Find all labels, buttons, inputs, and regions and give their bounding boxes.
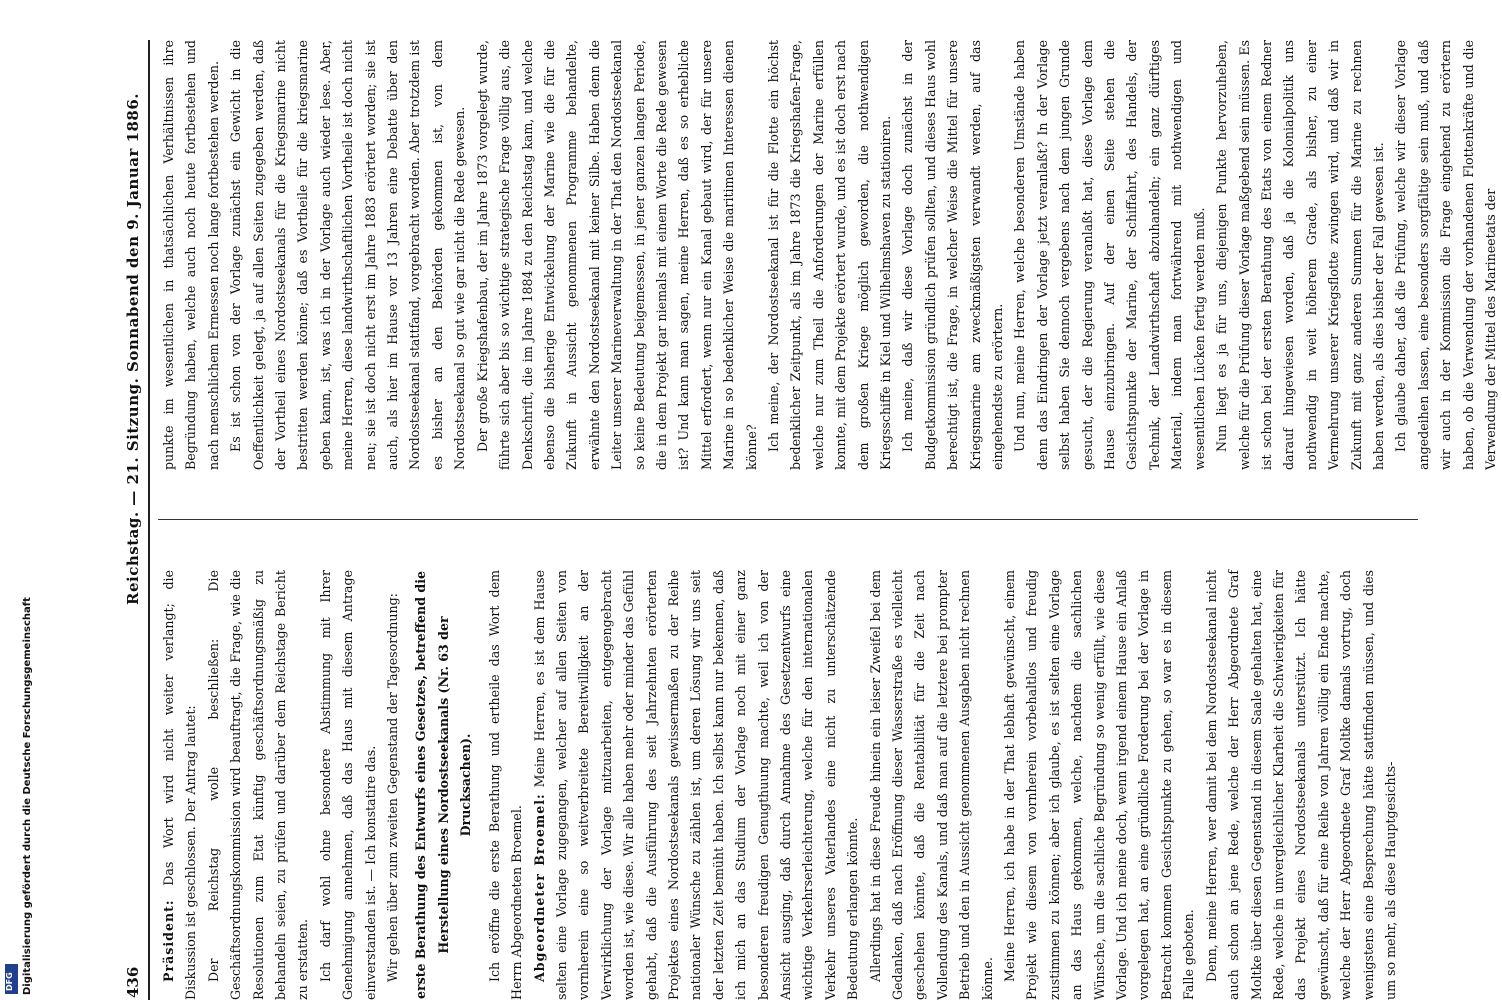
paragraph [1390, 40, 1502, 470]
paragraph-text: Der Reichstag wolle beschließen: Die Geschäftsordnungskommission wird beauftragt, die Frage, wie die Resolutionen zum Etat künftig geschäftsordnungsmäßig zu behandeln seien, zu prüfen und darüber dem Reichstage Bericht zu erstatten. [205, 570, 311, 1000]
speaker-name: Präsident: [161, 899, 176, 982]
paragraph-text: Und nun, meine Herren, welche besonderen Umstände haben denn das Eindringen der Vorlage jetzt veranlaßt? In der Vorlage selbst haben Sie dennoch vergebens nach dem jungen Grunde gesucht, der die Regierung veranlaßt hat, diese Vorlage dem Hause einzubringen. Auf der einen Seite stehen die Gesichtspunkte der Marine, der Schiffahrt, des Handels, der Technik, der Landwirthschaft abzuhandeln; ein ganz dürftiges Material, indem man fortwährend mit nothwendigen und wesentlichen Lücken fertig werden muß. [1012, 40, 1207, 470]
paragraph-text: Ich meine, der Nordostseekanal ist für die Flotte ein höchst bedenklicher Zeitpunkt, als im Jahre 1873 die Kriegshafen-Frage, welche nur zum Theil die Anforderungen der Marine erfüllen konnte, mit dem Projekte erörtert wurde, und es ist doch erst nach dem großen Kriege möglich geworden, die nothwendigen Kriegsschiffe in Kiel und Wilhelmshaven zu stationiren. [765, 40, 893, 470]
paragraph-text: Ich eröffne die erste Berathung und ertheile das Wort dem Herrn Abgeordneten Broemel. [486, 570, 525, 1000]
paragraph [484, 570, 529, 1000]
rotated-page-content [118, 40, 1498, 1000]
paragraph-text: Es ist schon von der Vorlage zunächst ein Gewicht in die Oeffentlichkeit gelegt, ja auf allen Seiten zugegeben werden, daß der Vortheil eines Nordostseekanals für die Kriegsmarine nicht bestritten werden könne; daß es Vortheile für die kriegsmarine geben kann, ist, was ich in der Vorlage auch wieder lese. Aber, meine Herren, diese landwirthschaftlichen Vortheile ist doch nicht neu; sie ist doch nicht erst im Jahre 1883 erörtert worden; sie ist auch, als hier im Hause vor 13 Jahren eine Debatte über den Nordostseekanal stattfand, vorgebracht worden. Aber trotzdem ist es bisher an den Behörden gekommen ist, von dem Nordostseekanal so gut wie gar nicht die Rede gewesen. [228, 40, 468, 470]
paragraph [897, 40, 1009, 470]
paragraph-text: Denn, meine Herren, wer damit bei dem Nordostseekanal nicht auch schon an jene Rede, welche der Herr Abgeordnete Graf Moltke über diesen Gegenstand in diesem Saale gehalten hat, eine Rede, welche in unvergleichlicher Klarheit die Schwierigkeiten für das Projekt eines Nordostseekanals unterstützt. Ich hätte gewünscht, daß für eine Reihe von Jahren völlig ein Ende machte, welche der Herr Abgeordnete Graf Moltke damals vortrug, doch wenigstens eine Besprechung hätte stattfinden müssen, und dies um so mehr, als diese Hauptgesichts- [1203, 570, 1398, 1000]
agenda-heading-text: erste Berathung des Entwurfs eines Gesetzes, betreffend die Herstellung eines Nordostseekanals (Nr. 63 der Drucksachen). [413, 571, 474, 1000]
running-title: Reichstag. — 21. Sitzung. Sonnabend den 9. Januar 1886. [124, 92, 142, 605]
right-text-column [158, 40, 1498, 470]
paragraph [225, 40, 471, 470]
paragraph [865, 570, 999, 1000]
paragraph [203, 570, 315, 1000]
page-number: 436 [124, 966, 142, 998]
paragraph [1201, 570, 1403, 1000]
paragraph [1009, 40, 1211, 470]
paragraph [999, 570, 1201, 1000]
paragraph-text: Das Wort wird nicht weiter verlangt; die Diskussion ist geschlossen. Der Antrag lautet: [161, 569, 199, 1000]
speech-paragraph [529, 570, 865, 1000]
paragraph [763, 40, 897, 470]
paragraph [1211, 40, 1390, 470]
dfg-logo: DFG [5, 964, 18, 994]
paragraph-text: punkte im wesentlichen in thatsächlichen Verhältnissen ihre Begründung haben, welche auch noch heute fortbestehen und nach menschlichem Ermessen noch lange fortbestehen werden. [161, 40, 221, 470]
paragraph [315, 570, 382, 1000]
paragraph [158, 40, 225, 470]
speech-paragraph [158, 570, 203, 1000]
paragraph-text: Nun liegt es ja für uns, diejenigen Punkte hervorzuheben, welche für die Prüfung dieser Vorlage maßgebend sein müssen. Es ist schon bei der ersten Berathung des Etats von einem Redner darauf hingewiesen worden, daß ja die Kolonialpolitik uns nothwendig in weit höherem Grade, als bisher, zu einer Vermehrung unserer Kriegsflotte zwingen wird, und daß wir in Zukunft mit ganz anderen Summen für die Marine zu rechnen haben werden, als dies bisher der Fall gewesen ist. [1214, 40, 1386, 470]
paragraph-text: Ich darf wohl ohne besondere Abstimmung mit Ihrer Genehmigung annehmen, daß das Haus mit diesem Antrage einverstanden ist. — Ich konstatire das. [317, 570, 378, 1000]
digitization-credit [6, 597, 33, 1000]
paragraph-text: Ich glaube daher, daß die Prüfung, welche wir dieser Vorlage angedeihen lassen, eine besonders sorgfältige sein muß, und daß wir auch in der Kommission die Frage eingehend zu erörtern haben, ob die Verwendung der vorhandenen Flottenkräfte und die Verwendung der Mittel des Marineetats der [1393, 40, 1498, 470]
paragraph [472, 40, 763, 470]
column-divider [158, 519, 1418, 520]
paragraph-text: Wir gehen über zum zweiten Gegenstand der Tagesordnung: [385, 593, 401, 982]
paragraph-text: Der große Kriegshafenbau, der im Jahre 1873 vorgelegt wurde, führte sich aber bis so wichtige strategische Frage völlig aus, die Denkschrift, die im Jahre 1884 zu den Reichstag kam, und welche ebenso die bisherige Entwickelung der Marine wie die für die Zukunft in Aussicht genommenen Programme behandelte, erwähnte den Nordostseekanal mit keiner Silbe. Haben denn die Leiter unserer Marineverwaltung in der That den Nordostseekanal so keine Bedeutung beigemessen, in jener ganzen langen Periode, die in dem Projekt gar niemals mit einem Worte die Rede gewesen ist? Und kann man sagen, meine Herren, daß es so erhebliche Mittel erfordert, wenn nur ein Kanal gebaut wird, der für unsere Marine in so bedenklicher Weise die maritimen Interessen dienen könne? [474, 40, 759, 470]
paragraph-text: Ich meine, daß wir diese Vorlage doch zunächst in der Budgetkommission gründlich prüfen sollten, und dieses Haus wohl berechtigt ist, die Frage, in welcher Weise die Mittel für unsere Kriegsmarine am zweckmäßigsten verwandt werden, auf das eingehendste zu erörtern. [900, 40, 1006, 470]
agenda-heading [410, 570, 477, 1000]
paragraph-text: Meine Herren, ich habe in der That lebhaft gewünscht, einem Projekt wie diesem von vornherein vorbehaltlos und freudig zustimmen zu können; aber ich glaube, es ist selten eine Vorlage an das Haus gekommen, welche, nachdem die sachlichen Wünsche, um die sachliche Begründung so wenig erfüllt, wie diese Vorlage. Und ich meine doch, wenn irgend einem Hause ein Anlaß vorgelegen hat, an eine gründliche Forderung bei der Vorlage in Betracht kommen Gesichtspunkte zu gehen, so war es in diesem Falle geboten. [1002, 570, 1197, 1000]
left-text-column [158, 570, 1418, 1000]
page-header [118, 40, 150, 1000]
digitization-credit-text: Digitalisierung gefördert durch die Deutsche Forschungsgemeinschaft [22, 597, 33, 995]
speaker-name: Abgeordneter Broemel: [531, 793, 547, 982]
paragraph [382, 570, 404, 1000]
paragraph-text: Meine Herren, es ist dem Hause selten eine Vorlage zugegangen, welcher auf allen Seiten von vornherein eine so weitverbreitete Bereitwilligkeit an der Verwirklichung der Vorlage mitzuarbeiten, entgegengebracht worden ist, wie diese. Wir alle haben mehr oder minder das Gefühl gehabt, daß die Ausführung des seit Jahrzehnten erörterten Projektes eines Nordostseekanals gewissermaßen zu der Reihe nationaler Wünsche zu zählen ist, um deren Lösung wir uns seit der letzten Zeit bemüht haben. Ich selbst kann nur bekennen, daß ich mich an das Studium der Vorlage noch mit einer ganz besonderen freudigen Genugthuung machte, weil ich von der Ansicht ausging, daß durch Annahme des Gesetzentwurfs eine wichtige Verkehrserleichterung, welche für den internationalen Verkehr unseres Vaterlandes eine nicht zu unterschätzende Bedeutung erlangen könnte. [531, 570, 861, 1000]
paragraph-text: Allerdings hat in diese Freude hinein ein leiser Zweifel bei dem Gedanken, daß nach Eröffnung dieser Wasserstraße es vielleicht geschehen könnte, daß die Rentabilität für die Zeit nach Vollendung des Kanals, und daß man auf die letztere bei prompter Betrieb und den in Aussicht genommenen Ausgaben nicht rechnen könne. [867, 570, 995, 1000]
